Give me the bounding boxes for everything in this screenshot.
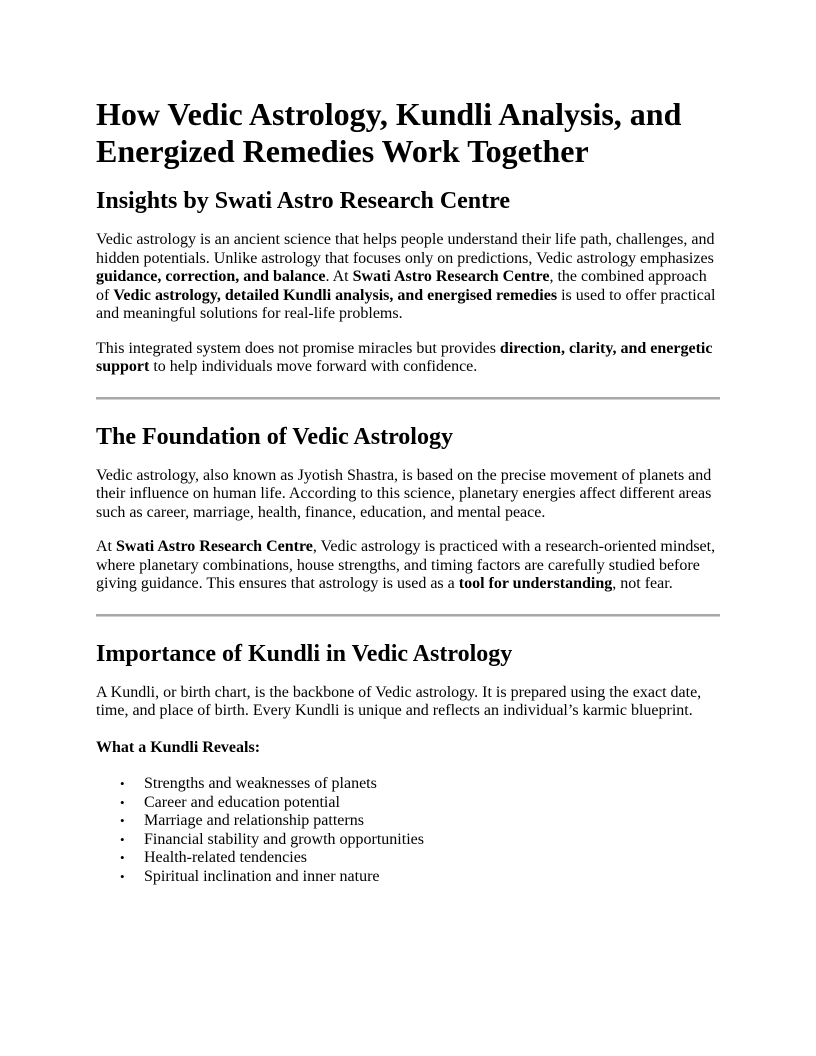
foundation-paragraph-1: Vedic astrology, also known as Jyotish Shastra, is based on the precise movement of planets and their influence on human life. According to this science, planetary energies affect different areas such as career, marriage, health, finance, education, and mental peace.: [96, 466, 712, 521]
document-page: [96, 96, 720, 886]
list-item: • Financial stability and growth opportunities: [120, 830, 424, 848]
bullet-icon: •: [120, 794, 125, 810]
horizontal-divider: [96, 614, 720, 617]
list-item: • Career and education potential: [120, 793, 340, 811]
list-item: • Strengths and weaknesses of planets: [120, 775, 377, 792]
list-item: • Marriage and relationship patterns: [120, 812, 364, 829]
list-item: • Health-related tendencies: [120, 849, 308, 866]
intro-paragraph-1: Vedic astrology is an ancient science that helps people understand their life path, challenges, and hidden potentials. Unlike astrology that focuses only on predictions, Vedic astrology emphasizes guidance, correction, and balance. At Swati Astro Research Centre, the combined approach of Vedic astrology, detailed Kundli analysis, and energised remedies is used to offer practical and meaningful solutions for real-life problems.: [96, 231, 716, 322]
bullet-icon: •: [120, 850, 125, 865]
horizontal-divider: [96, 397, 720, 400]
list-item: • Spiritual inclination and inner nature: [120, 867, 380, 885]
bullet-icon: •: [120, 868, 125, 884]
bullet-icon: •: [120, 776, 125, 791]
page-subtitle: Insights by Swati Astro Research Centre: [96, 188, 511, 214]
kundli-paragraph-1: A Kundli, or birth chart, is the backbone of Vedic astrology. It is prepared using the exact date, time, and place of birth. Every Kundli is unique and reflects an individual’s karmic blueprint.: [96, 683, 702, 719]
intro-paragraph-2: This integrated system does not promise miracles but provides direction, clarity, and energetic support to help individuals move forward with confidence.: [96, 339, 713, 375]
kundli-reveals-heading: What a Kundli Reveals:: [96, 738, 261, 756]
kundli-reveals-list: [96, 775, 720, 886]
kundli-heading: Importance of Kundli in Vedic Astrology: [96, 640, 513, 667]
foundation-paragraph-2: At Swati Astro Research Centre, Vedic astrology is practiced with a research-oriented mindset, where planetary combinations, house strengths, and timing factors are carefully studied before giving guidance. This ensures that astrology is used as a tool for understanding, not fear.: [96, 538, 716, 592]
bullet-icon: •: [120, 831, 125, 847]
bullet-icon: •: [120, 813, 125, 828]
foundation-heading: The Foundation of Vedic Astrology: [96, 423, 453, 450]
page-title: How Vedic Astrology, Kundli Analysis, and Energized Remedies Work Together: [96, 96, 682, 169]
